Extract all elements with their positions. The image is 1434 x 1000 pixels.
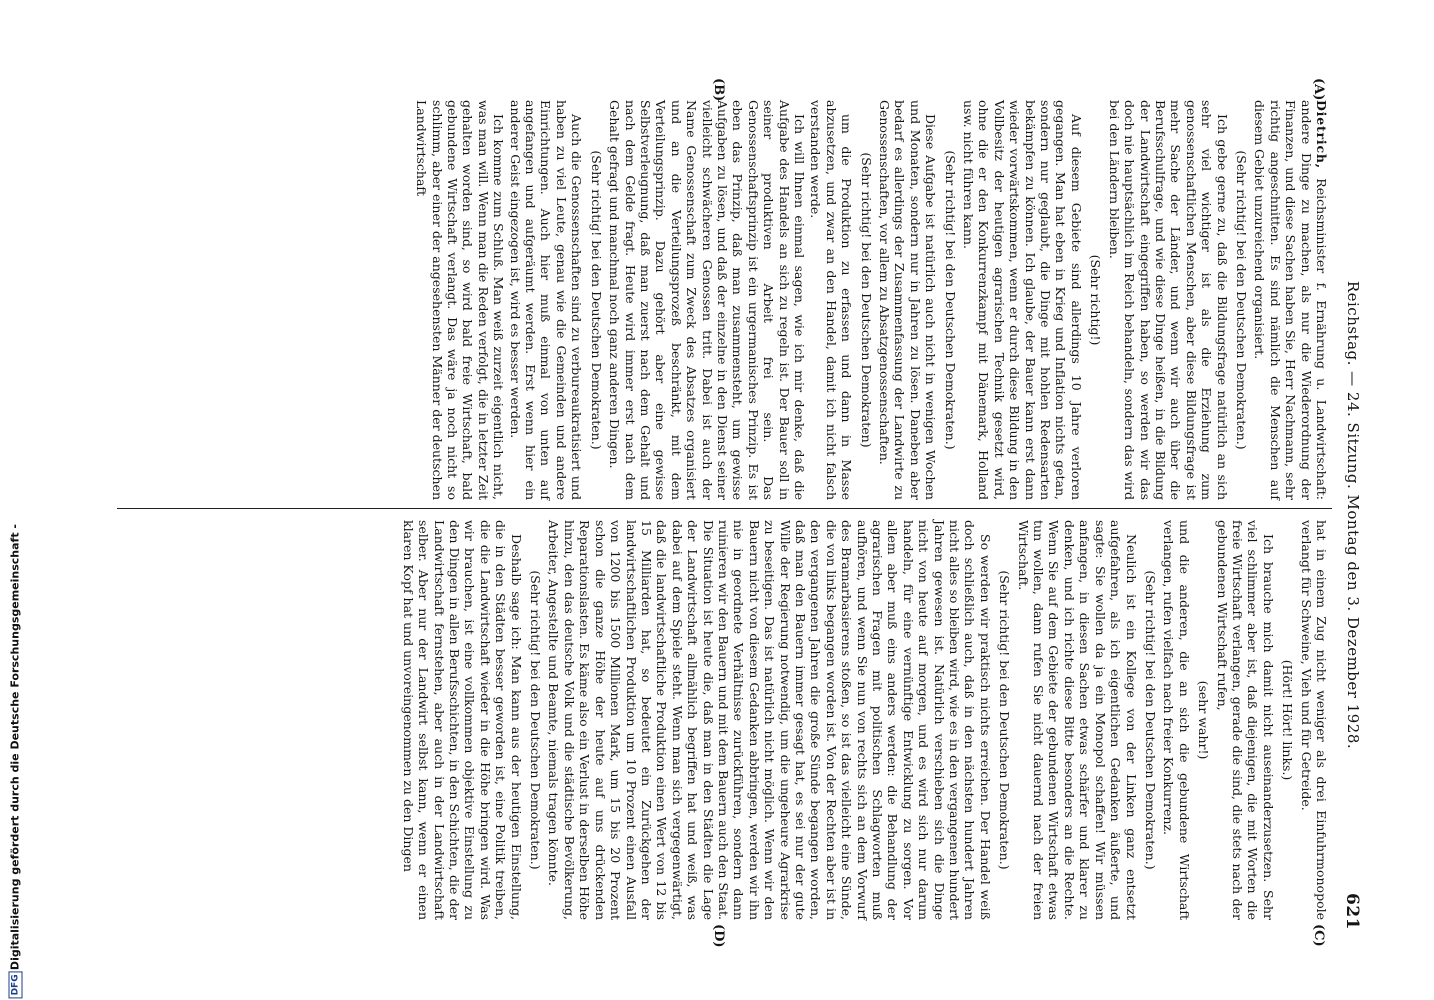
speech-paragraph: Ich brauche mich damit nicht auseinanderzusetzen. Sehr viel schlimmer aber ist, daß diejenigen, die mit Worten die freie Wirtschaft verlangen, gerade die sind, die stets nach der gebundenen Wirtschaft rufen, — [1214, 520, 1276, 920]
speaker-paragraph — [1252, 100, 1329, 500]
interjection: (Sehr richtig! bei den Deutschen Demokraten.) — [1142, 570, 1158, 870]
interjection: (Sehr richtig! bei den Deutschen Demokraten.) — [588, 150, 604, 450]
speech-paragraph: hat in einem Zug nicht weniger als drei Einfuhrmonopole verlangt für Schweine, Vieh und für Getreide. — [1298, 520, 1329, 920]
right-text-column — [399, 520, 1329, 920]
running-header — [1336, 100, 1364, 930]
interjection: (Sehr richtig!) — [1088, 254, 1104, 346]
speech-paragraph: Deshalb sage ich: Man kann aus der heutigen Einstellung, die in den Städten besser geworden ist, eine Politik treiben, die die Landwirtschaft wieder in die Höhe bringen wird. Was wir brauchen, ist eine vollkommen objektive Einstellung zu den Dingen in allen Berufsschichten, in den Schichten, die der Landwirtschaft fernstehen, aber auch in der Landwirtschaft selber. Aber nur der Landwirt selbst kann, wenn er einen klaren Kopf hat und unvoreingenommen zu den Dingen — [400, 520, 524, 920]
speech-text: andere Dinge zu machen, als nur die Wiederordnung der Finanzen, und diese Sachen haben Sie, Herr Nachmann, sehr richtig angeschnitten. Es sind nämlich die Menschen auf diesem Gebiet unzureichend organisiert. — [1252, 100, 1314, 500]
credit-line: Digitalisierung gefördert durch die Deutsche Forschungsgemeinschaft - — [8, 524, 22, 971]
margin-marker-c: (C) — [1311, 924, 1326, 947]
dfg-logo: DFG — [9, 971, 23, 998]
interjection: (Sehr richtig! bei den Deutschen Demokraten) — [858, 152, 874, 448]
interjection: (sehr wahr!) — [1196, 680, 1212, 760]
speech-paragraph: Ich komme zum Schluß. Man weiß zurzeit eigentlich nicht, was man will. Wenn man die Reden verfolgt, die in letzter Zeit gehalten worden sind, so wird bald freie Wirtschaft, bald gebundene Wirtschaft verlangt. Das wäre ja noch nicht so schlimm, aber einer der angesehensten Männer der deutschen Landwirtschaft — [414, 100, 507, 500]
interjection: (Sehr richtig! bei den Deutschen Demokraten.) — [528, 570, 544, 870]
speech-paragraph: um die Produktion zu erfassen und dann in Masse abzusetzen, und zwar an den Handel, damit ich nicht falsch verstanden werde. — [808, 100, 855, 500]
header-title: Reichstag. — 24. Sitzung. Montag den 3. Dezember 1928. — [1344, 280, 1362, 750]
speaker-role: Reichsminister f. Ernährung u. Landwirtschaft: — [1314, 168, 1329, 500]
speech-paragraph: Diese Aufgabe ist natürlich auch nicht in wenigen Wochen und Monaten, sondern nur in Jahren zu lösen. Daneben aber bedarf es allerdings der Zusammenfassung der Landwirte zu Genossenschaften, vor allem zu Absatzgenossenschaften. — [877, 100, 939, 500]
margin-marker-b: (B) — [711, 78, 726, 102]
page-number: 621 — [1342, 893, 1362, 930]
speech-paragraph: Ich will Ihnen einmal sagen, wie ich mir denke, daß die Aufgabe des Handels an sich zu regeln ist. Der Bauer soll in seiner produktiven Arbeit frei sein. Das Genossenschaftsprinzip ist ein urgermanisches Prinzip. Es ist eben das Prinzip, daß man zusammensteht, um gewisse Aufgaben zu lösen, und daß der einzelne in den Dienst seiner vielleicht schwächeren Genossen tritt. Dabei ist auch der Name Genossenschaft zum Zweck des Absatzes organisiert und an die Verteilungsprozeß beschränkt, mit dem Verteilungsprinzip. Dazu gehört aber eine gewisse Selbstverleugnung, daß man zuerst nach dem Gehalt und nach dem Gelde fragt. Heute wird immer erst nach dem Gehalt gefragt und manchmal noch ganz anderen Dingen. — [607, 100, 807, 500]
interjection: (Sehr richtig! bei den Deutschen Demokraten.) — [997, 570, 1013, 870]
interjection: (Sehr richtig! bei den Deutschen Demokraten.) — [1233, 150, 1249, 450]
margin-marker-a: (A) — [1311, 78, 1326, 101]
margin-marker-d: (D) — [711, 924, 726, 948]
speech-paragraph: Neulich ist ein Kollege von der Linken ganz entsetzt aufgefahren, als ich eigentlichen Gedanken äußerte, und sagte: Sie wollen da ja ein Monopol schaffen! Wir müssen anfangen, in diesen Sachen etwas schärfer und klarer zu denken, und ich richte diese Bitte besonders an die Rechte. Wenn Sie auf dem Gebiete der gebundenen Wirtschaft etwas tun wollen, dann rufen Sie nicht dauernd nach der freien Wirtschaft. — [1015, 520, 1139, 920]
digitization-credit — [0, 0, 20, 1000]
speech-paragraph: Auch die Genossenschaften sind zu verbureaukratisiert und haben zu viel Leute, genau wie die Gemeinden und andere Einrichtungen. Auch hier muß einmal von unten auf angefangen und aufgeräumt werden. Erst wenn hier ein anderer Geist eingezogen ist, wird es besser werden. — [507, 100, 585, 500]
column-divider — [117, 508, 1332, 509]
speech-paragraph: Ich gebe gerne zu, daß die Bildungsfrage natürlich an sich sehr viel wichtiger ist als die Erziehung zum genossenschaftlichen Menschen, aber diese Bildungsfrage ist mehr Sache der Länder, und wenn wir auch über die Berufsschulfrage, und wie diese Dinge heißen, in die Bildung der Landwirtschaft eingegriffen haben, so werden wir das doch nie hauptsächlich im Reich behandeln, sondern das wird bei den Ländern bleiben. — [1106, 100, 1230, 500]
interjection: (Sehr richtig! bei den Deutschen Demokraten.) — [942, 150, 958, 450]
left-text-column — [413, 100, 1329, 500]
interjection: (Hört! Hört! links.) — [1280, 659, 1296, 781]
speech-paragraph: So werden wir praktisch nichts erreichen. Der Handel weiß doch schließlich auch, daß in den nächsten hundert Jahren nicht alles so bleiben wird, wie es in den vergangenen hundert Jahren gewesen ist. Natürlich verschieben sich die Dinge nicht von heute auf morgen, und es wird sich nur darum handeln, für eine vernünftige Entwicklung zu sorgen. Vor allem aber muß eins anders werden: die Behandlung der agrarischen Fragen mit politischen Schlagworten muß aufhören, und wenn Sie nun von rechts sich an dem Vorwurf des Bramarbasierens stoßen, so ist das vielleicht eine Sünde, die von links begangen worden ist. Von der Rechten aber ist in den vergangenen Jahren die große Sünde begangen worden, daß man den Bauern immer gesagt hat, es sei nur der gute Wille der Regierung notwendig, um die ungeheure Agrarkrise zu beseitigen. Das ist natürlich nicht möglich. Wenn wir den Bauern nicht von diesem Gedanken abbringen, werden wir ihn nie in geordnete Verhältnisse zurückführen, sondern dann ruinieren wir den Bauern und mit dem Bauern auch den Staat. Die Situation ist heute die, daß man in den Städten die Lage der Landwirtschaft allmählich begriffen hat und weiß, was dabei auf dem Spiele steht. Wenn man sich vergegenwärtigt, daß die landwirtschaftliche Produktion einen Wert von 12 bis 15 Milliarden hat, so bedeutet ein Zurückgehen der landwirtschaftlichen Produktion um 10 Prozent einen Ausfall von 1200 bis 1500 Millionen Mark, um 15 bis 20 Prozent schon die ganze Höhe der heute auf uns drückenden Reparationslasten. Es käme also ein Verlust in derselben Höhe hinzu, den das deutsche Volk und die städtische Bevölkerung, Arbeiter, Angestellte und Beamte, niemals tragen könnte. — [546, 520, 993, 920]
speech-paragraph: und die anderen, die an sich die gebundene Wirtschaft verlangen, rufen vielfach nach freier Konkurrenz. — [1161, 520, 1192, 920]
speaker-name: Dietrich, — [1314, 100, 1329, 169]
speech-paragraph: Auf diesem Gebiete sind allerdings 10 Jahre verloren gegangen. Man hat eben in Krieg und Inflation nichts getan, sondern nur geglaubt, die Dinge mit hohlen Redensarten bekämpfen zu können. Ich glaube, der Bauer kann erst dann wieder vorwärtskommen, wenn er durch diese Bildung in den Vollbesitz der heutigen agrarischen Technik gesetzt wird, ohne die er den Konkurrenzkampf mit Dänemark, Holland usw. nicht führen kann. — [961, 100, 1084, 500]
credit-text-block — [2, 524, 29, 996]
